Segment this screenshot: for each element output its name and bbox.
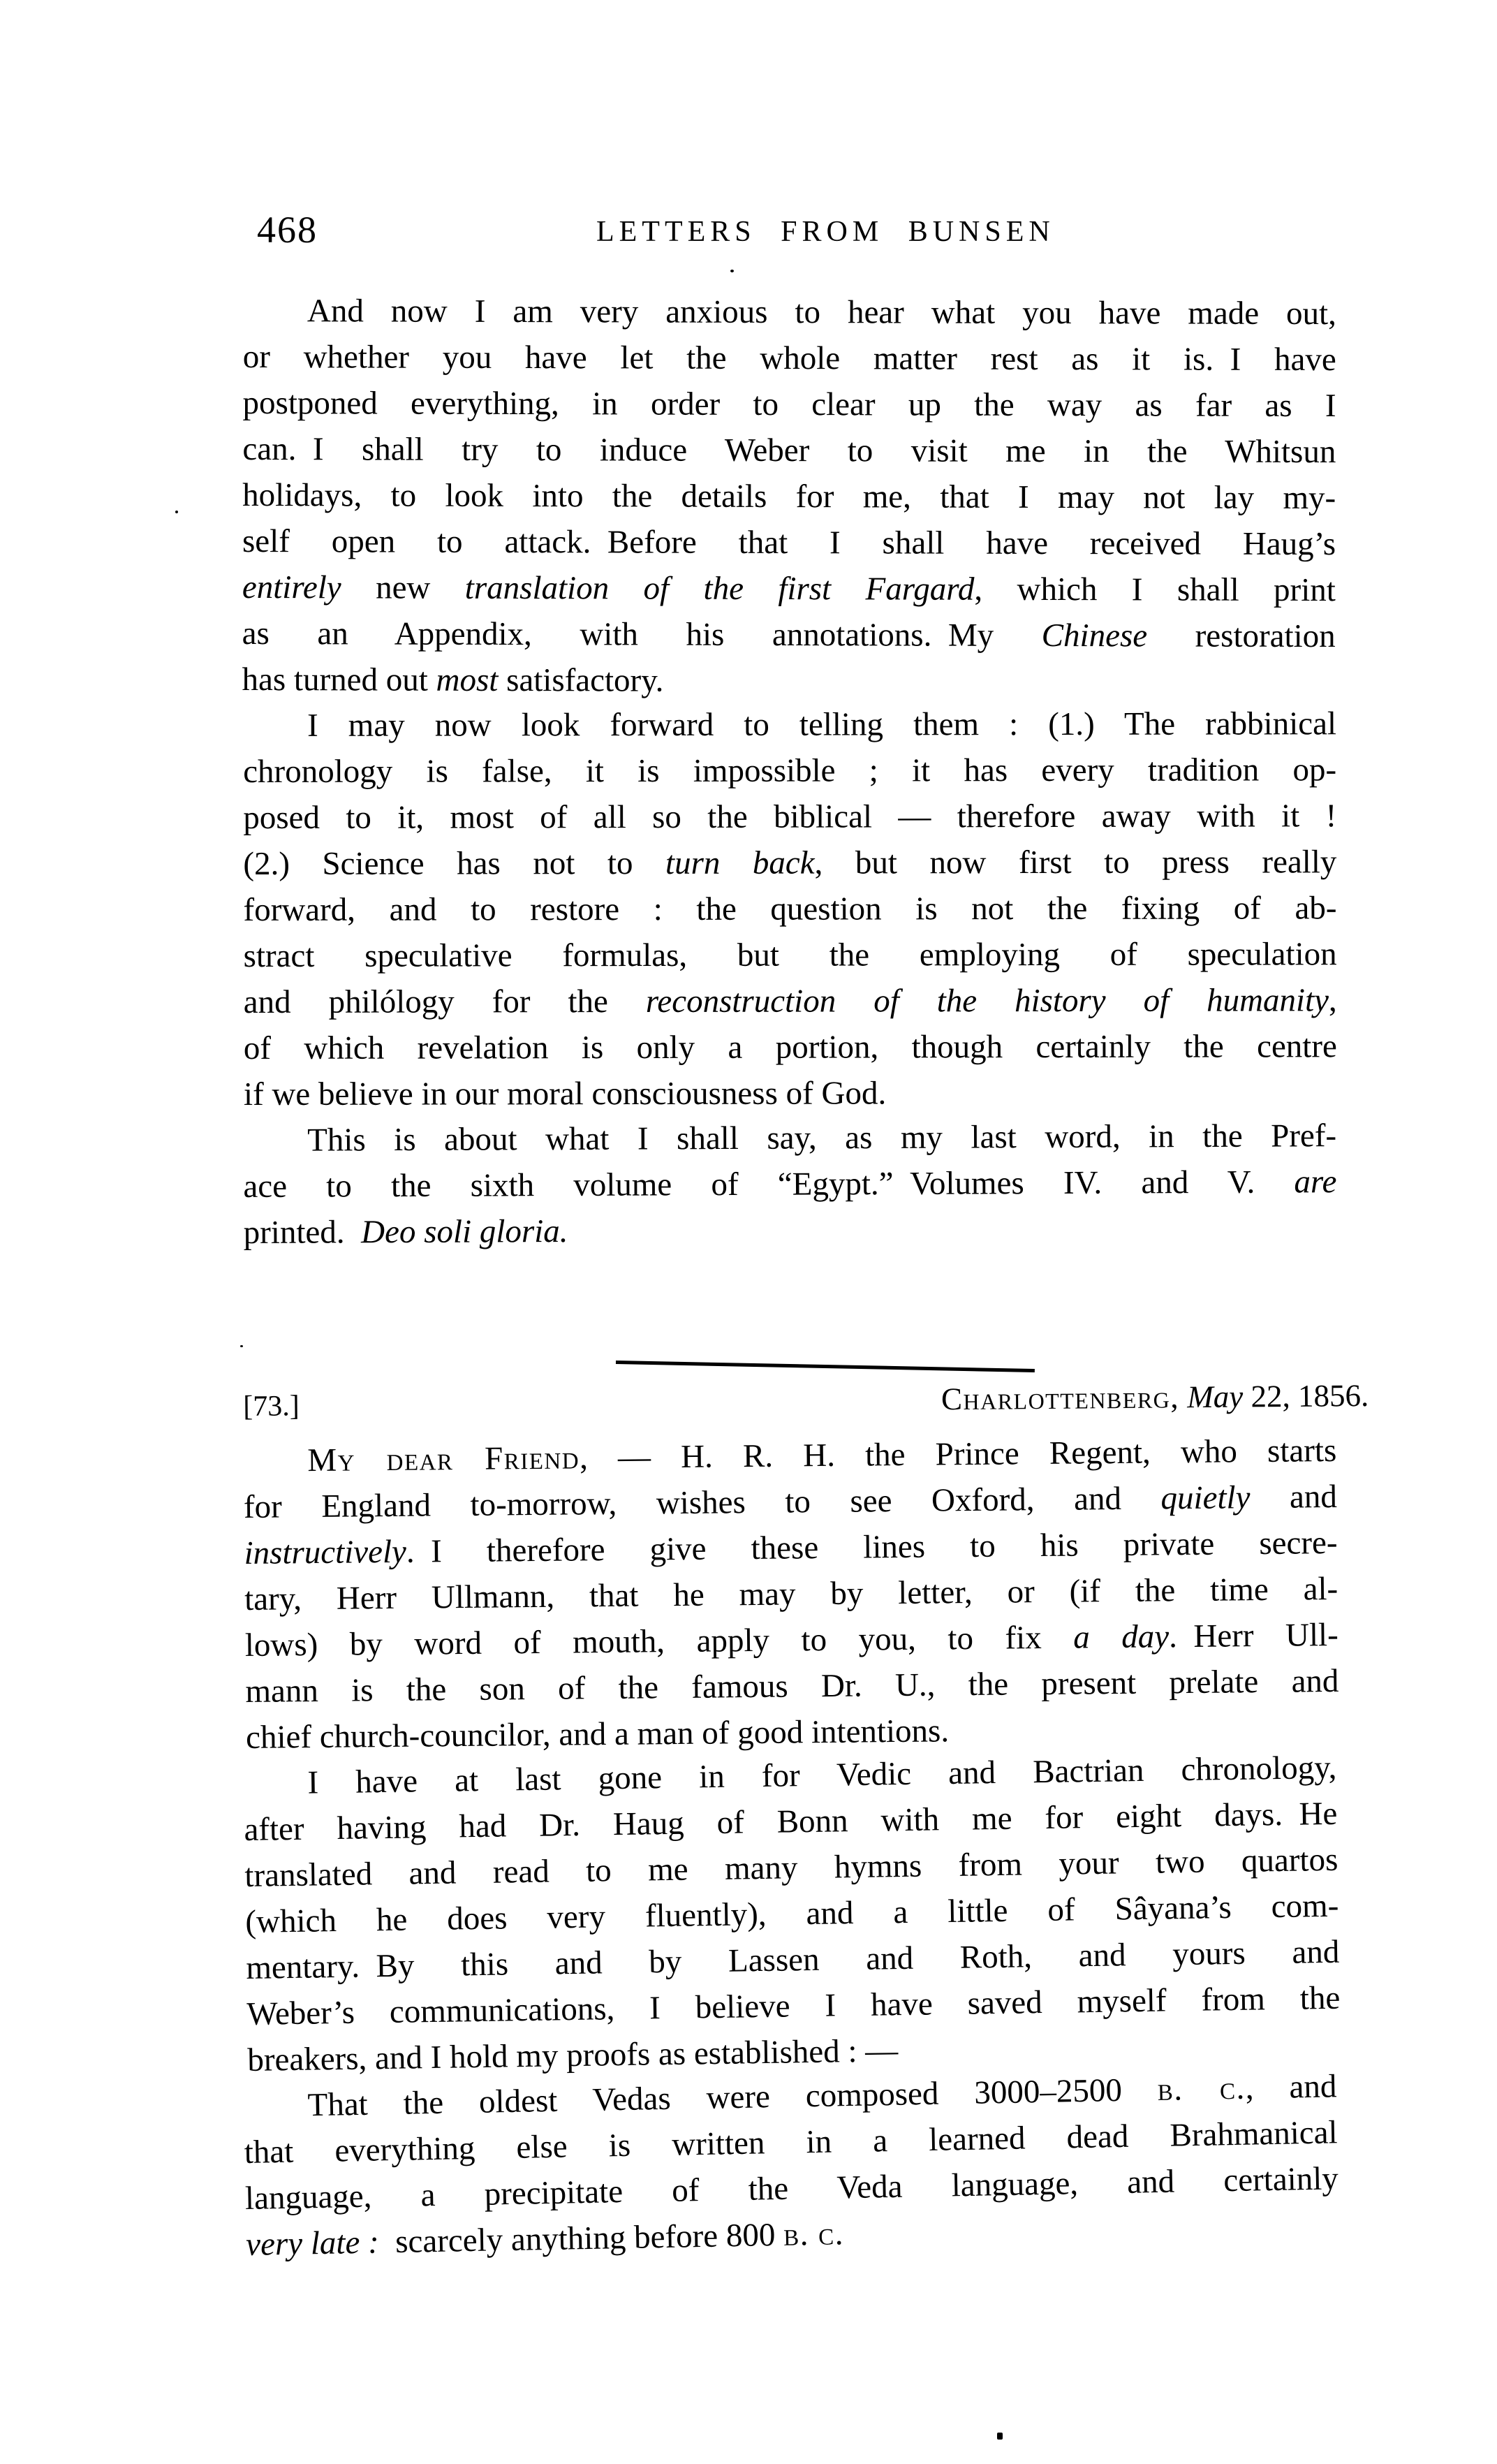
text-segment: lows) by word of mouth, apply to you, to fix — [244, 1619, 1074, 1664]
page-body — [242, 288, 1369, 2268]
text-line — [244, 1069, 1337, 1117]
text-segment: postponed everything, in order to clear up the way as far as I — [242, 384, 1336, 425]
text-segment: reconstruction of the history of humanity — [645, 982, 1329, 1020]
text-segment: That the oldest Vedas were composed 3000–2500 — [307, 2071, 1158, 2124]
text-line — [244, 977, 1337, 1025]
text-segment: breakers, and I hold my proofs as established : — — [246, 2032, 899, 2078]
scan-speck — [997, 2433, 1003, 2440]
text-segment: ace to the sixth volume of “Egypt.” Volumes IV. and V. — [243, 1164, 1295, 1205]
text-segment: mann is the son of the famous Dr. U., the present prelate and — [245, 1662, 1339, 1710]
text-segment: Chinese — [1041, 617, 1148, 654]
text-line — [243, 839, 1336, 887]
text-segment: of which revelation is only a portion, though certainly the centre — [243, 1028, 1337, 1066]
text-segment: Weber’s communications, I believe I have saved myself from the — [246, 1979, 1341, 2032]
text-segment: a day — [1072, 1618, 1170, 1656]
text-line — [243, 747, 1336, 795]
text-segment: This is about what I shall say, as my last word, in the Pref- — [307, 1117, 1337, 1159]
text-line — [242, 564, 1336, 613]
text-segment: chief church-councilor, and a man of good intentions. — [245, 1713, 950, 1756]
letter-number: [73.] — [243, 1390, 300, 1423]
text-segment: posed to it, most of all so the biblical — therefore away with it ! — [243, 798, 1337, 836]
text-line — [244, 931, 1337, 979]
text-segment: , — H. R. H. the Prince Regent, who starts — [579, 1432, 1337, 1476]
text-segment: after having had Dr. Haug of Bonn with me for eight days. He — [244, 1795, 1338, 1848]
text-segment: (2.) Science has not to — [243, 844, 666, 882]
text-segment: mentary. By this and by Lassen and Roth, and yours and — [246, 1933, 1340, 1986]
text-segment: restoration — [1147, 617, 1336, 655]
text-segment — [1179, 1379, 1188, 1414]
text-segment: I have at last gone in for Vedic and Bactrian chronology, — [307, 1749, 1337, 1801]
text-line — [243, 334, 1336, 383]
text-segment: b. c. — [1157, 2069, 1246, 2108]
text-segment: tary, Herr Ullmann, that he may by letter, or (if the time al- — [244, 1570, 1339, 1618]
scan-speck — [175, 511, 178, 513]
text-line — [242, 518, 1336, 567]
letter-dateline — [941, 1372, 1369, 1422]
text-segment: satisfactory. — [498, 661, 664, 699]
text-segment: forward, and to restore : the question is not the fixing of ab- — [243, 890, 1337, 928]
text-segment: (which he does very fluently), and a little of Sâyana’s com- — [245, 1887, 1339, 1940]
paragraph — [243, 1113, 1337, 1256]
page-header — [243, 208, 1336, 285]
text-segment: holidays, to look into the details for me, that I may not lay my- — [242, 476, 1336, 517]
text-segment: for England to-morrow, wishes to see Oxford, and — [243, 1480, 1161, 1525]
text-segment: language, a precipitate of the Veda language, and certainly — [244, 2160, 1339, 2217]
text-line — [243, 701, 1336, 749]
text-segment: as an Appendix, with his annotations. My — [242, 615, 1042, 654]
text-segment: chronology is false, it is impossible ; it has every tradition op- — [243, 751, 1337, 790]
text-segment: . Herr Ull- — [1168, 1616, 1339, 1655]
text-segment: , which I shall print — [974, 571, 1336, 609]
text-line — [242, 380, 1336, 429]
text-segment: turn back — [665, 844, 815, 881]
scan-speck — [730, 270, 734, 272]
text-segment: May — [1187, 1379, 1244, 1415]
text-line — [243, 793, 1336, 841]
text-line — [242, 426, 1336, 475]
paragraph — [243, 701, 1337, 1117]
paragraph — [242, 288, 1336, 705]
text-segment: 22, 1856. — [1243, 1377, 1369, 1414]
text-segment: new — [341, 569, 465, 606]
text-segment: . I therefore give these lines to his private secre- — [406, 1524, 1338, 1570]
text-segment: self open to attack. Before that I shall have received Haug’s — [242, 522, 1336, 563]
text-line — [243, 288, 1336, 337]
text-segment: , — [1328, 982, 1337, 1019]
text-line — [242, 657, 1335, 705]
text-segment: , and — [1245, 2068, 1337, 2106]
text-segment: instructively — [244, 1533, 407, 1571]
text-segment: , but now first to press really — [814, 844, 1337, 881]
paragraph — [243, 1428, 1339, 1761]
text-segment: I may now look forward to telling them : (1.) The rabbinical — [307, 705, 1337, 744]
text-line — [243, 1113, 1336, 1164]
text-segment: printed. — [243, 1214, 362, 1251]
text-segment: And now I am very anxious to hear what you have made out, — [307, 293, 1336, 332]
text-segment: if we believe in our moral consciousness of God. — [243, 1075, 887, 1113]
text-segment: scarcely anything before 800 — [378, 2216, 784, 2261]
page-number: 468 — [257, 209, 318, 251]
scan-speck — [240, 1345, 243, 1347]
text-segment: translation of the first Fargard — [464, 569, 975, 608]
running-title: LETTERS FROM BUNSEN — [596, 216, 1055, 248]
text-line — [244, 1023, 1337, 1071]
text-segment: and — [1250, 1478, 1338, 1516]
text-segment: Deo soli gloria. — [360, 1212, 568, 1251]
text-segment: most — [436, 661, 499, 698]
text-segment: entirely — [242, 569, 341, 606]
text-line — [242, 472, 1336, 521]
text-segment: Charlottenberg, — [941, 1379, 1180, 1417]
text-segment: stract speculative formulas, but the employing of speculation — [243, 936, 1337, 974]
text-segment: and philólogy for the — [243, 983, 646, 1020]
section-divider — [616, 1361, 1035, 1372]
text-segment: b. c. — [783, 2215, 845, 2253]
text-line — [244, 1205, 1337, 1256]
text-segment: or whether you have let the whole matter rest as it is. I have — [242, 338, 1336, 379]
text-line — [243, 885, 1336, 933]
text-line — [243, 1159, 1336, 1210]
text-segment: are — [1294, 1164, 1337, 1201]
text-segment: My dear Friend — [307, 1439, 580, 1479]
paragraph — [243, 2063, 1340, 2268]
text-segment: has turned out — [242, 661, 436, 698]
text-segment: translated and read to me many hymns from your two quartos — [244, 1841, 1339, 1894]
text-segment: quietly — [1160, 1479, 1251, 1517]
letter-heading — [243, 1372, 1369, 1430]
text-segment: that everything else is written in a learned dead Brahmanical — [244, 2114, 1339, 2171]
text-segment: very late : — [245, 2224, 380, 2263]
text-segment: can. I shall try to induce Weber to visit me in the Whitsun — [242, 430, 1336, 471]
text-line — [242, 610, 1336, 659]
paragraph — [243, 1745, 1341, 2083]
